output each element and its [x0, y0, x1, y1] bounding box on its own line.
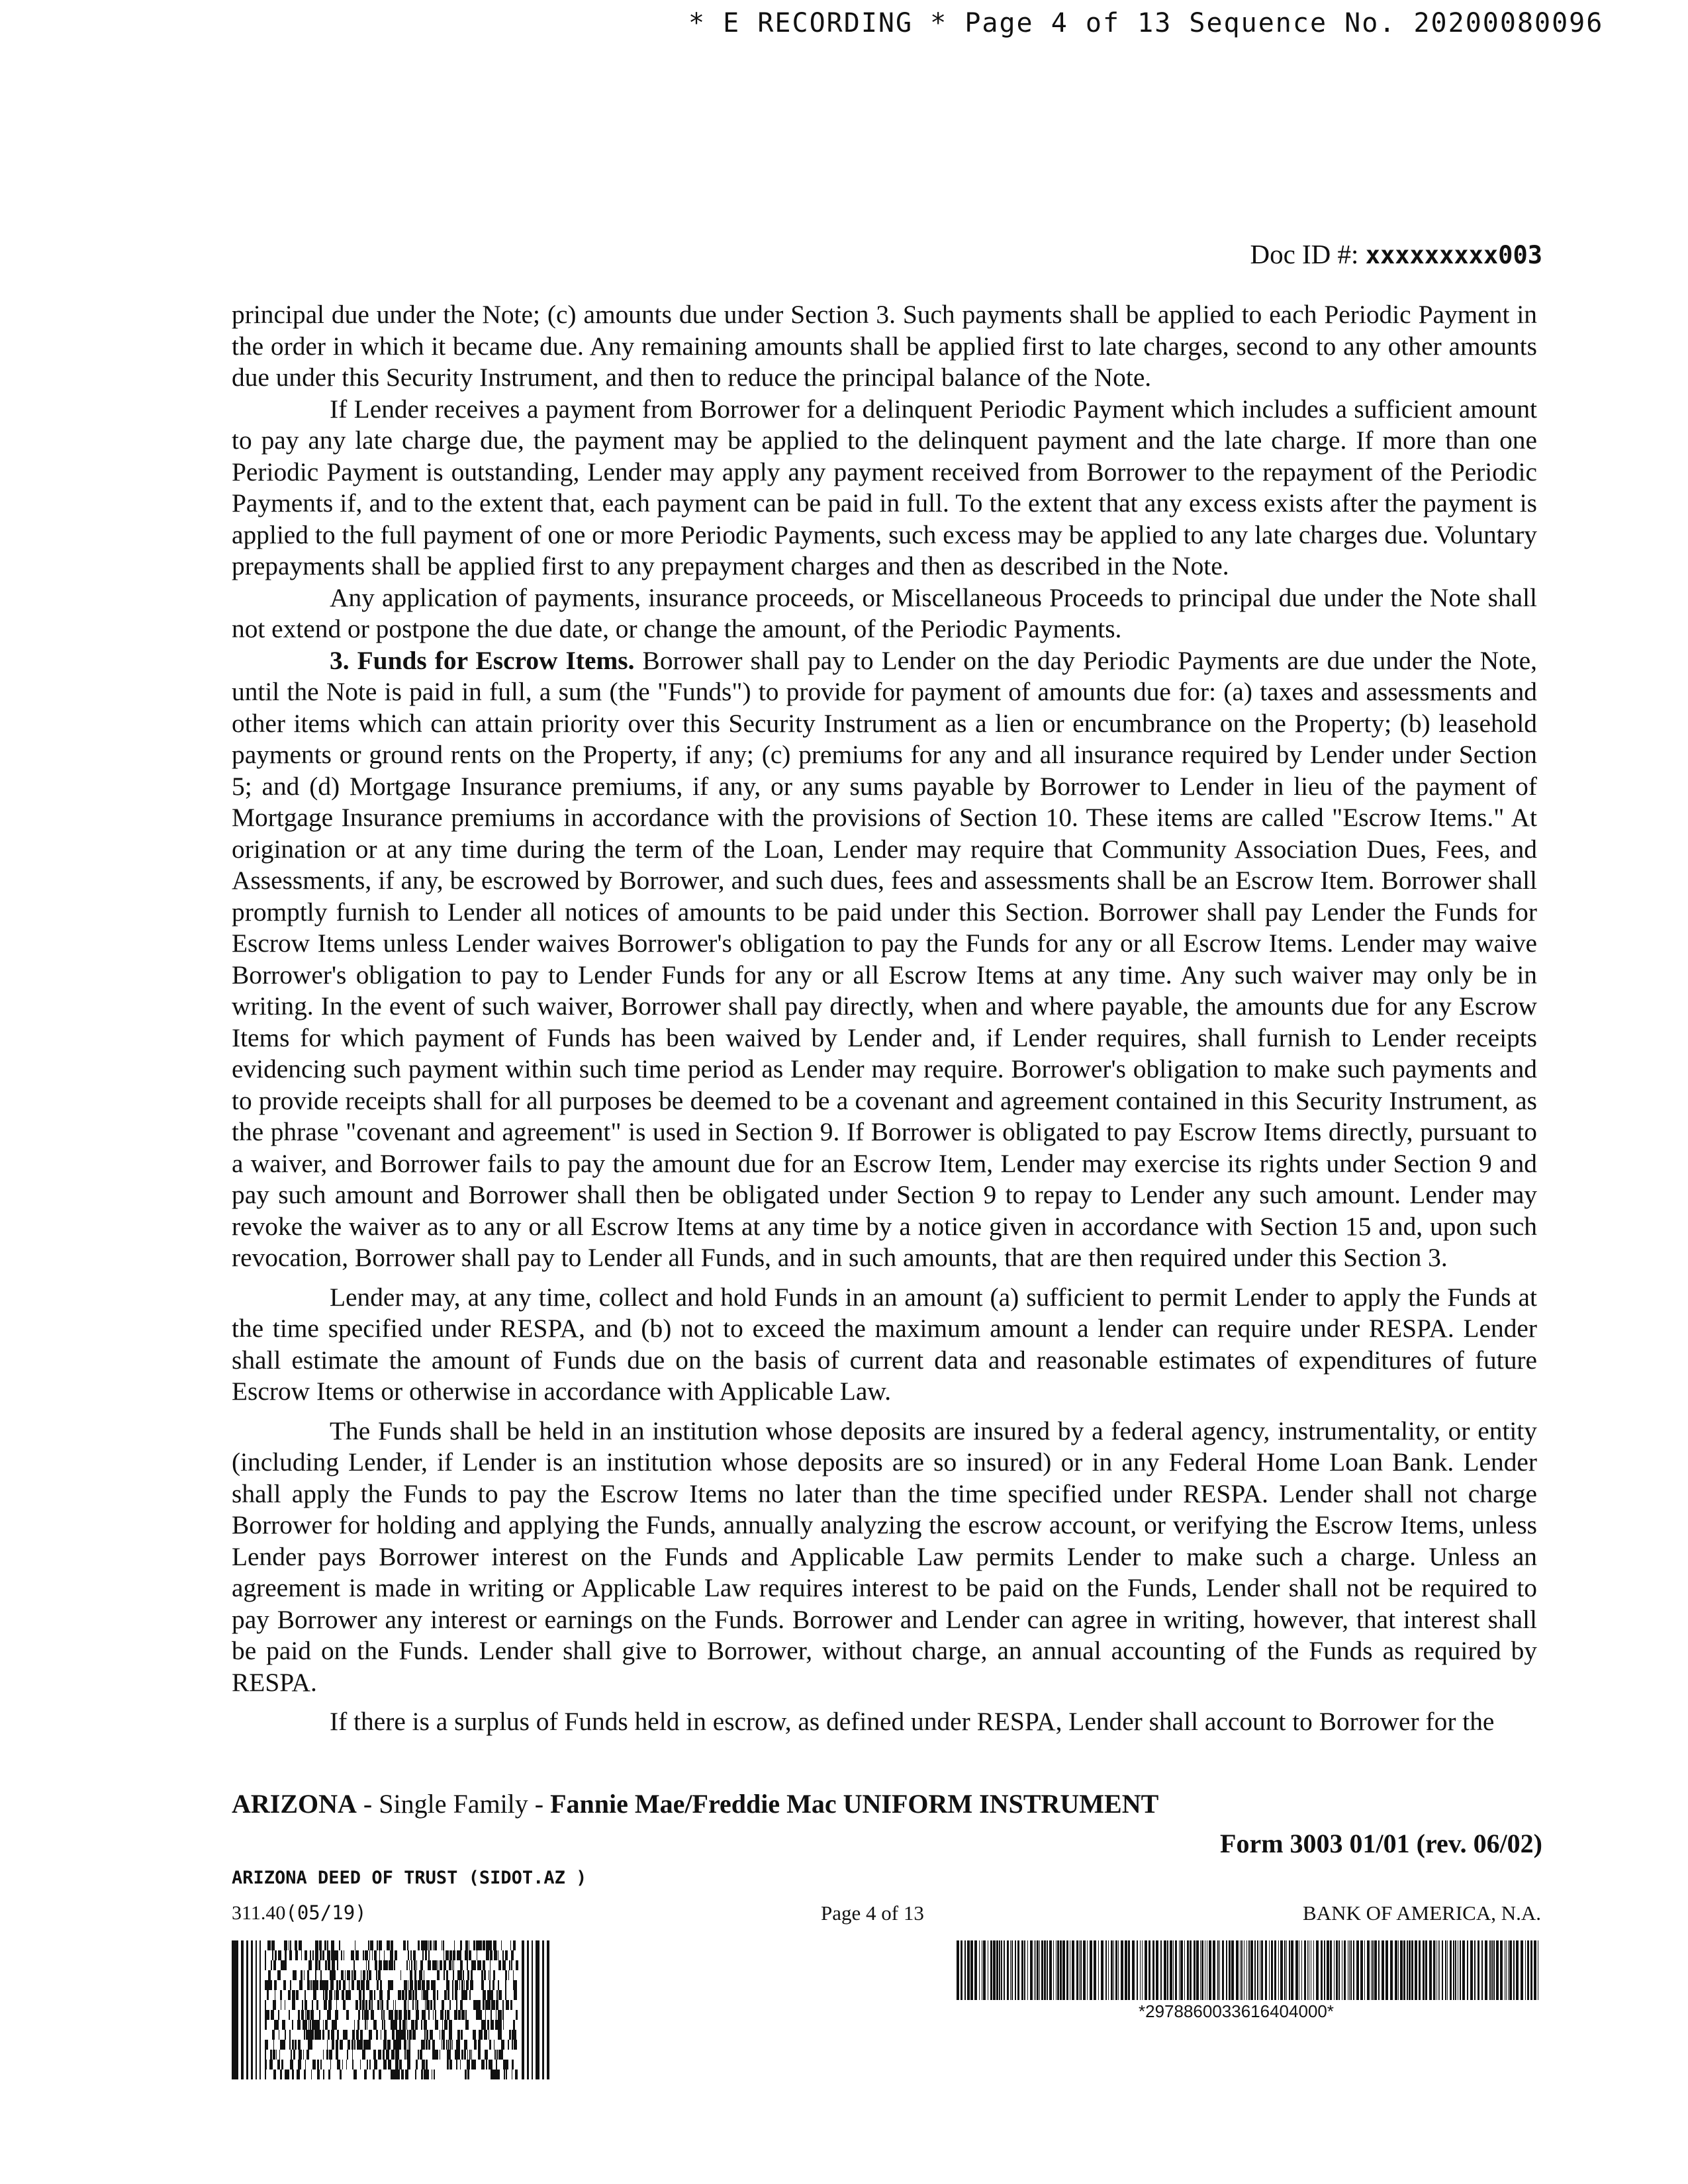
footer-instrument-name: Fannie Mae/Freddie Mac UNIFORM INSTRUMENT [550, 1789, 1159, 1819]
document-body [232, 299, 1537, 1738]
footer-state: ARIZONA [232, 1789, 357, 1819]
doc-id-label: Doc ID #: [1250, 239, 1359, 269]
form-code-date: (05/19) [285, 1901, 367, 1924]
footer-separator: - Single Family - [356, 1789, 551, 1819]
page-number: Page 4 of 13 [821, 1901, 924, 1925]
deed-title: ARIZONA DEED OF TRUST (SIDOT.AZ ) [232, 1868, 587, 1888]
barcode-caption: *2978860033616404000* [1139, 2001, 1334, 2021]
paragraph-3: Any application of payments, insurance proceeds, or Miscellaneous Proceeds to principal due under the Note shall not extend or postpone the due date, or change the amount, of the Periodic Payments. [232, 582, 1537, 643]
pdf417-barcode [232, 1940, 549, 2079]
section-3-text: Borrower shall pay to Lender on the day Periodic Payments are due under the Note, until the Note is paid in full, a sum (the "Funds") to provide for payment of amounts due for: (a) taxes and assessments and other items which can attain priority over this Security Instrument as a lien or encumbrance on the Property; (b) leasehold payments or ground rents on the Property, if any; (c) premiums for any and all insurance required by Lender under Section 5; and (d) Mortgage Insurance premiums, if any, or any sums payable by Borrower to Lender in lieu of the payment of Mortgage Insurance premiums in accordance with the provisions of Section 10. These items are called "Escrow Items." At origination or at any time during the term of the Loan, Lender may require that Community Association Dues, Fees, and Assessments, if any, be escrowed by Borrower, and such dues, fees and assessments shall be an Escrow Item. Borrower shall promptly furnish to Lender all notices of amounts to be paid under this Section. Borrower shall pay Lender the Funds for Escrow Items unless Lender waives Borrower's obligation to pay the Funds for any or all Escrow Items. Lender may waive Borrower's obligation to pay to Lender Funds for any or all Escrow Items at any time. Any such waiver may only be in writing. In the event of such waiver, Borrower shall pay directly, when and where payable, the amounts due for any Escrow Items for which payment of Funds has been waived by Lender and, if Lender requires, shall furnish to Lender receipts evidencing such payment within such time period as Lender may require. Borrower's obligation to make such payments and to provide receipts shall for all purposes be deemed to be a covenant and agreement contained in this Security Instrument, as the phrase "covenant and agreement" is used in Section 9. If Borrower is obligated to pay Escrow Items directly, pursuant to a waiver, and Borrower fails to pay the amount due for an Escrow Item, Lender may exercise its rights under Section 9 and pay such amount and Borrower shall then be obligated under Section 9 to repay to Lender any such amount. Lender may revoke the waiver as to any or all Escrow Items at any time by a notice given in accordance with Section 15 and, upon such revocation, Borrower shall pay to Lender all Funds, and in such amounts, that are then required under this Section 3. [232, 645, 1537, 1272]
linear-barcode [957, 1940, 1542, 2000]
bank-name: BANK OF AMERICA, N.A. [1303, 1901, 1541, 1925]
recording-header: * E RECORDING * Page 4 of 13 Sequence No. 20200080096 [688, 8, 1604, 38]
paragraph-2: If Lender receives a payment from Borrower for a delinquent Periodic Payment which includes a sufficient amount to pay any late charge due, the payment may be applied to the delinquent payment and the late charge. If more than one Periodic Payment is outstanding, Lender may apply any payment received from Borrower to the repayment of the Periodic Payments if, and to the extent that, each payment can be paid in full. To the extent that any excess exists after the payment is applied to the full payment of one or more Periodic Payments, such excess may be applied to any late charges due. Voluntary prepayments shall be applied first to any prepayment charges and then as described in the Note. [232, 394, 1537, 580]
form-code [232, 1901, 367, 1925]
doc-id-value: xxxxxxxxx003 [1365, 241, 1542, 269]
paragraph-7: If there is a surplus of Funds held in escrow, as defined under RESPA, Lender shall account to Borrower for the [330, 1707, 1495, 1736]
doc-id [1250, 238, 1542, 270]
paragraph-5: Lender may, at any time, collect and hold Funds in an amount (a) sufficient to permit Lender to apply the Funds at the time specified under RESPA, and (b) not to exceed the maximum amount a lender can require under RESPA. Lender shall estimate the amount of Funds due on the basis of current data and reasonable estimates of expenditures of future Escrow Items or otherwise in accordance with Applicable Law. [232, 1282, 1537, 1406]
form-number: Form 3003 01/01 (rev. 06/02) [1220, 1829, 1542, 1858]
section-3-heading: 3. Funds for Escrow Items. [330, 645, 635, 675]
paragraph-escrow-items [232, 645, 1537, 1274]
paragraph-6: The Funds shall be held in an institution whose deposits are insured by a federal agency, instrumentality, or entity (including Lender, if Lender is an institution whose deposits are so insured) or in any Federal Home Loan Bank. Lender shall apply the Funds to pay the Escrow Items no later than the time specified under RESPA. Lender shall not charge Borrower for holding and applying the Funds, annually analyzing the escrow account, or verifying the Escrow Items, unless Lender pays Borrower interest on the Funds and Applicable Law permits Lender to make such a charge. Unless an agreement is made in writing or Applicable Law requires interest to be paid on the Funds, Lender shall not be required to pay Borrower any interest or earnings on the Funds. Borrower and Lender can agree in writing, however, that interest shall be paid on the Funds. Lender shall give to Borrower, without charge, an annual accounting of the Funds as required by RESPA. [232, 1416, 1537, 1697]
footer-instrument-line [232, 1788, 1158, 1819]
form-code-number: 311.40 [232, 1902, 286, 1924]
paragraph-1: principal due under the Note; (c) amounts due under Section 3. Such payments shall be applied to each Periodic Payment in the order in which it became due. Any remaining amounts shall be applied first to late charges, second to any other amounts due under this Security Instrument, and then to reduce the principal balance of the Note. [232, 300, 1537, 392]
